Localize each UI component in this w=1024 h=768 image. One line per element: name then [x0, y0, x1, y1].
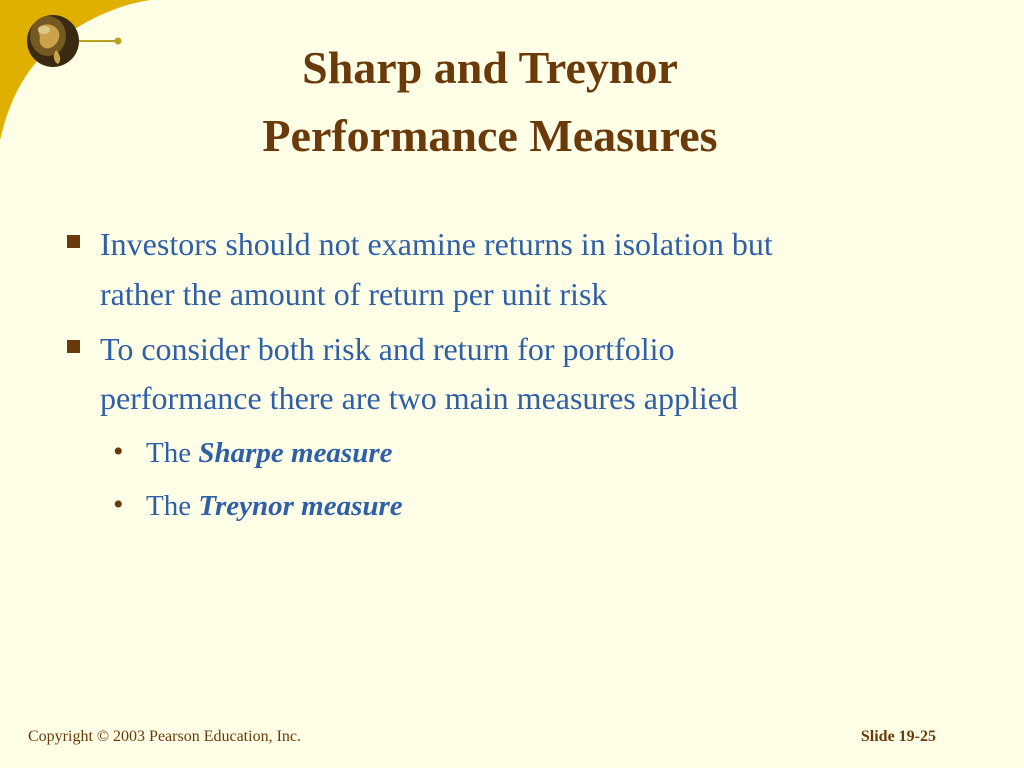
dot-bullet-icon: •	[113, 435, 124, 468]
sub-bullet-sharpe	[146, 433, 393, 473]
slide-title-line-1: Sharp and Treynor	[302, 42, 678, 93]
footer-copyright: Copyright © 2003 Pearson Education, Inc.	[28, 728, 301, 745]
bullet-1-line-2: rather the amount of return per unit risk	[100, 276, 608, 312]
sub-bullet-treynor	[146, 486, 403, 526]
square-bullet-icon	[67, 340, 80, 353]
bullet-2-line-1: To consider both risk and return for portfolio	[100, 331, 675, 367]
sub-bullet-prefix: The	[146, 490, 199, 522]
square-bullet-icon	[67, 235, 80, 248]
footer-slide-number: Slide 19-25	[860, 728, 936, 745]
bullet-1-line-1: Investors should not examine returns in isolation but	[100, 226, 773, 262]
sub-bullet-emphasis: Treynor measure	[198, 490, 403, 522]
slide-title-line-2: Performance Measures	[262, 110, 718, 161]
sub-bullet-emphasis: Sharpe measure	[198, 437, 393, 469]
dot-bullet-icon: •	[113, 488, 124, 521]
sub-bullet-prefix: The	[146, 437, 199, 469]
bullet-2-line-2: performance there are two main measures applied	[100, 380, 738, 416]
